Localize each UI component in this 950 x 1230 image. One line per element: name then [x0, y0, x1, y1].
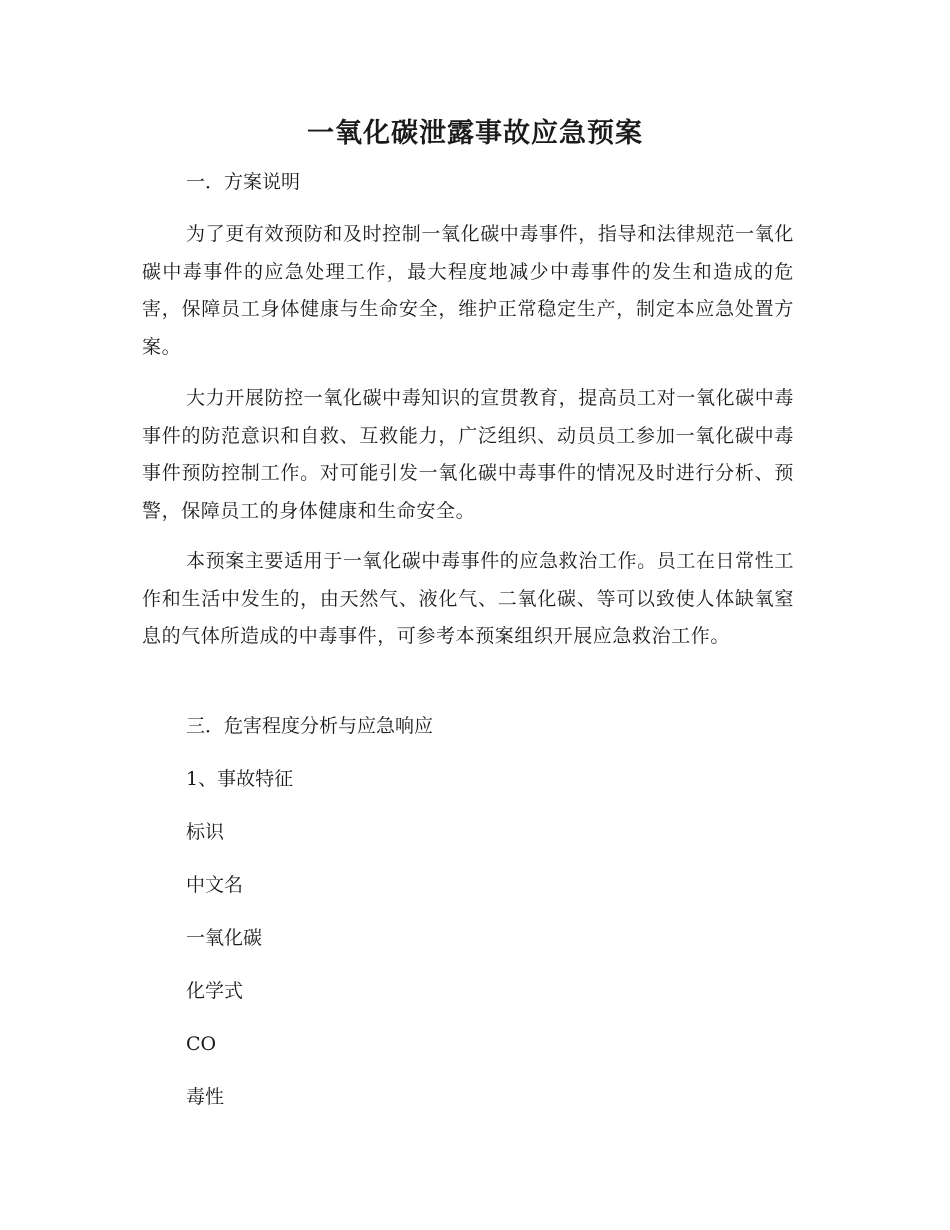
label-identification: 标识 — [186, 821, 225, 843]
section-heading-plan-description: 一．方案说明 — [186, 171, 301, 193]
document-title: 一氧化碳泄露事故应急预案 — [307, 118, 643, 149]
paragraph-education: 大力开展防控一氧化碳中毒知识的宣贯教育，提高员工对一氧化碳中毒事件的防范意识和自救、互救能力，广泛组织、动员员工参加一氧化碳中毒事件预防控制工作。对可能引发一氧化碳中毒事件的情况及时进行分析、预警，保障员工的身体健康和生命安全。 — [142, 387, 794, 522]
label-toxicity: 毒性 — [186, 1086, 225, 1108]
paragraph-purpose: 为了更有效预防和及时控制一氧化碳中毒事件，指导和法律规范一氧化碳中毒事件的应急处理工作，最大程度地减少中毒事件的发生和造成的危害，保障员工身体健康与生命安全，维护正常稳定生产，制定本应急处置方案。 — [142, 223, 794, 358]
label-chemical-formula: 化学式 — [186, 980, 244, 1002]
label-chinese-name: 中文名 — [186, 874, 244, 896]
section-heading-hazard-analysis: 三．危害程度分析与应急响应 — [186, 715, 434, 737]
value-chinese-name: 一氧化碳 — [186, 927, 263, 949]
subsection-heading-accident-features: 1、事故特征 — [186, 768, 294, 790]
paragraph-scope: 本预案主要适用于一氧化碳中毒事件的应急救治工作。员工在日常性工作和生活中发生的，由天然气、液化气、二氧化碳、等可以致使人体缺氧窒息的气体所造成的中毒事件，可参考本预案组织开展应急救治工作。 — [142, 550, 794, 647]
value-chemical-formula: CO — [186, 1033, 217, 1055]
